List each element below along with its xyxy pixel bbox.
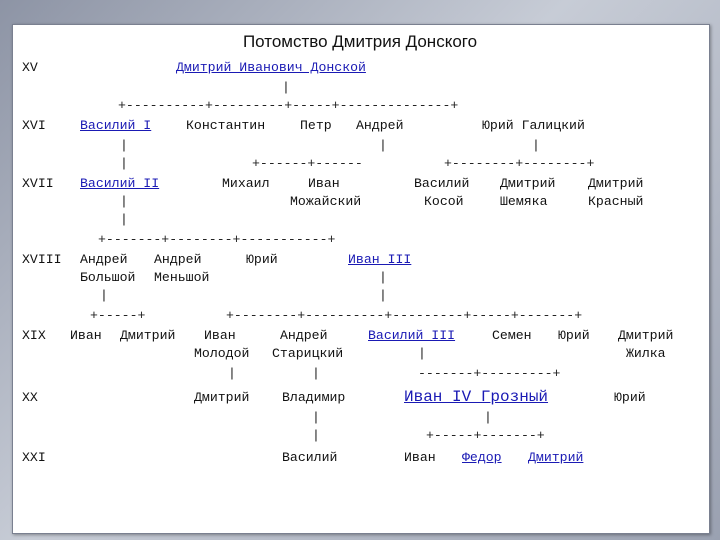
century-label: XV bbox=[22, 60, 38, 75]
tree-connector: | bbox=[120, 212, 128, 227]
person-name: Молодой bbox=[194, 346, 250, 361]
tree-connector: | bbox=[379, 270, 387, 285]
person-name: Юрий bbox=[558, 328, 590, 343]
tree-connector: +----------+---------+-----+--------------+ bbox=[118, 98, 459, 113]
tree-connector: +-----+-------+ bbox=[426, 428, 545, 443]
person-name: Дмитрий bbox=[618, 328, 674, 343]
person-name: Дмитрий bbox=[120, 328, 176, 343]
century-label: XVI bbox=[22, 118, 46, 133]
person-name: Юрий Галицкий bbox=[482, 118, 585, 133]
person-name: Иван bbox=[70, 328, 102, 343]
person-name: Дмитрий bbox=[500, 176, 556, 191]
person-name: Можайский bbox=[290, 194, 362, 209]
tree-connector: +--------+--------+ bbox=[444, 156, 595, 171]
tree-connector: | bbox=[100, 288, 108, 303]
person-name: Андрей bbox=[80, 252, 128, 267]
tree-connector: | bbox=[120, 138, 128, 153]
tree-connector: | bbox=[532, 138, 540, 153]
person-link-vasily-1[interactable]: Василий I bbox=[80, 118, 152, 133]
tree-connector: | bbox=[484, 410, 492, 425]
person-name: Шемяка bbox=[500, 194, 548, 209]
person-name: Семен bbox=[492, 328, 532, 343]
tree-connector: | bbox=[228, 366, 236, 381]
person-name: Красный bbox=[588, 194, 644, 209]
person-name: Юрий bbox=[614, 390, 646, 405]
tree-connector: | bbox=[379, 138, 387, 153]
person-name: Андрей bbox=[356, 118, 404, 133]
person-link-dmitry[interactable]: Дмитрий bbox=[528, 450, 584, 465]
tree-connector: | bbox=[120, 156, 128, 171]
tree-connector: | bbox=[312, 428, 320, 443]
person-name: Меньшой bbox=[154, 270, 210, 285]
person-name: Иван bbox=[404, 450, 436, 465]
person-name: Андрей bbox=[280, 328, 328, 343]
tree-connector: +-----+ bbox=[90, 308, 146, 323]
person-name: Иван bbox=[308, 176, 340, 191]
person-name: Петр bbox=[300, 118, 332, 133]
person-name: Дмитрий bbox=[588, 176, 644, 191]
person-name: Юрий bbox=[246, 252, 278, 267]
person-name: Василий bbox=[282, 450, 338, 465]
person-name: Владимир bbox=[282, 390, 346, 405]
person-name: Андрей bbox=[154, 252, 202, 267]
person-name: Василий bbox=[414, 176, 470, 191]
person-link-ivan-4[interactable]: Иван IV Грозный bbox=[404, 388, 549, 406]
person-name: Михаил bbox=[222, 176, 270, 191]
tree-connector: +------+------ bbox=[252, 156, 363, 171]
century-label: XXI bbox=[22, 450, 46, 465]
tree-connector: | bbox=[379, 288, 387, 303]
century-label: XVIII bbox=[22, 252, 62, 267]
century-label: XVII bbox=[22, 176, 54, 191]
tree-connector: +-------+--------+-----------+ bbox=[98, 232, 336, 247]
person-name: Косой bbox=[424, 194, 464, 209]
person-name: Жилка bbox=[626, 346, 666, 361]
person-name: Дмитрий bbox=[194, 390, 250, 405]
person-name: Старицкий bbox=[272, 346, 344, 361]
tree-connector: | bbox=[120, 194, 128, 209]
person-name: Константин bbox=[186, 118, 266, 133]
person-name: Иван bbox=[204, 328, 236, 343]
century-label: XIX bbox=[22, 328, 46, 343]
person-link-ivan-3[interactable]: Иван III bbox=[348, 252, 412, 267]
person-link-vasily-3[interactable]: Василий III bbox=[368, 328, 456, 343]
tree-connector: +--------+----------+---------+-----+-------+ bbox=[226, 308, 583, 323]
tree-connector: | bbox=[312, 410, 320, 425]
tree-connector: | bbox=[312, 366, 320, 381]
person-link-vasily-2[interactable]: Василий II bbox=[80, 176, 160, 191]
tree-connector: -------+---------+ bbox=[418, 366, 561, 381]
person-link-dmitry-donskoy[interactable]: Дмитрий Иванович Донской bbox=[176, 60, 366, 75]
diagram-title: Потомство Дмитрия Донского bbox=[242, 32, 478, 51]
person-link-fedor[interactable]: Федор bbox=[462, 450, 502, 465]
century-label: XX bbox=[22, 390, 38, 405]
tree-connector: | bbox=[418, 346, 426, 361]
person-name: Большой bbox=[80, 270, 136, 285]
tree-connector: | bbox=[282, 80, 290, 95]
